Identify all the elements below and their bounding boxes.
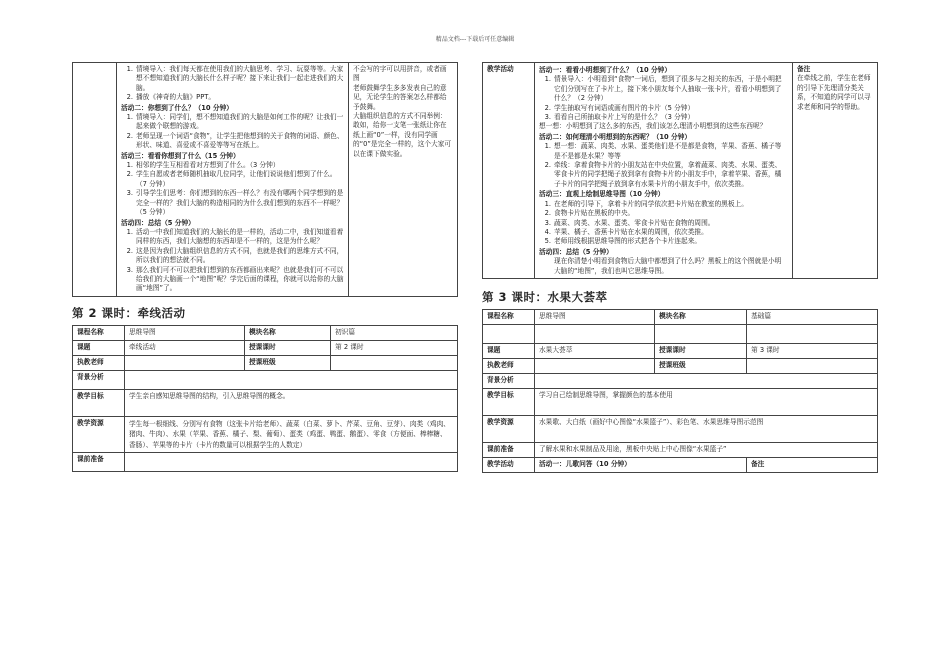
- step-item: [539, 104, 788, 113]
- topic-value: 水果大荟萃: [535, 343, 655, 358]
- activity-heading: 活动三：直观上绘制思维导图（10 分钟）: [539, 190, 665, 199]
- topic-value: 牵线活动: [125, 340, 245, 355]
- activity-heading: 活动四：总结（5 分钟）: [121, 218, 195, 227]
- lesson2-notes: [793, 63, 878, 279]
- step-text: 情景导入：小明看到“食物”一词后，想到了很多与之相关的东西，于是小明把它们分别写在了卡片上，接下来小朋友每个人抽取一张卡片，看看小明想到了什么？（2 分钟）: [554, 75, 782, 103]
- step-number: 4.: [544, 227, 551, 236]
- spacer-cell: [483, 324, 535, 343]
- step-text: 活动一中我们知道我们的大脑长的是一样的，活动二中，我们知道看着同样的东西，我们大脑想的东西却是不一样的，这是为什么呢？: [136, 227, 344, 246]
- step-text: 蔬菜、肉类、水果、蛋类、零食卡片贴在食物的周围。: [554, 218, 715, 227]
- activity-value: 活动一：儿歌问答（10 分钟）: [535, 457, 747, 472]
- activity-heading: 活动一：看看小明想到了什么？（10 分钟）: [539, 66, 672, 74]
- step-item: [121, 93, 344, 102]
- activity-label: 教学活动: [483, 457, 535, 472]
- module-name-value: 基础篇: [747, 309, 878, 324]
- step-item: [121, 170, 344, 189]
- step-item: [121, 247, 344, 266]
- lesson1-activities: [117, 63, 349, 297]
- step-text: 学生抽取写有词语或画有图片的卡片（5 分钟）: [554, 103, 695, 112]
- page-header-note: 精品文档---下载后可任意编辑: [435, 36, 515, 43]
- period-value: 第 3 课时: [747, 343, 878, 358]
- lesson2-activity-table: [482, 62, 878, 279]
- step-paragraph: 想一想：小明想到了这么多的东西，我们该怎么理清小明想到的这些东西呢？: [539, 122, 767, 131]
- module-name-label: 模块名称: [655, 309, 747, 324]
- goal-value: 学习自己绘制思维导图，掌握颜色的基本使用: [535, 388, 878, 415]
- course-name-value: 思维导图: [125, 325, 245, 340]
- teacher-label: 执教老师: [483, 358, 535, 373]
- lesson1-continued-table: [72, 62, 458, 297]
- course-name-value: 思维导图: [535, 309, 655, 324]
- step-item: [121, 228, 344, 247]
- class-value: [747, 358, 878, 373]
- step-item: [539, 219, 788, 228]
- left-column: [72, 62, 458, 472]
- step-number: 1.: [126, 227, 133, 236]
- note-label: 备注: [797, 65, 811, 73]
- spacer-cell: [535, 324, 655, 343]
- prep-value: [125, 453, 458, 472]
- course-name-label: 课程名称: [483, 309, 535, 324]
- step-number: 2.: [544, 161, 551, 170]
- prep-label: 课前准备: [483, 442, 535, 457]
- step-item: [539, 237, 788, 246]
- step-item: [121, 266, 344, 294]
- prep-value: 了解水果和水果制品及用途，黑板中央贴上中心图像“水果篮子”: [535, 442, 878, 457]
- step-text: 老师用线根据思维导图的形式把各个卡片连起来。: [554, 237, 702, 246]
- step-paragraph: 现在你清楚小明看到食物后大脑中都想到了什么吗？黑板上的这个图就是小明大脑的“地图”，我们也叫它思维导图。: [554, 257, 782, 275]
- teacher-value: [535, 358, 655, 373]
- step-number: 1.: [544, 142, 551, 151]
- period-value: 第 2 课时: [331, 340, 458, 355]
- teacher-value: [125, 355, 245, 370]
- activity-label: 教学活动: [483, 63, 535, 279]
- step-text: 情境导入：我们每天都在使用我们的大脑思考、学习、玩耍等等。大家想不想知道我们的大脑长什么样子呢？接下来让我们一起走进我们的大脑。: [136, 65, 344, 92]
- analysis-label: 背景分析: [483, 373, 535, 388]
- period-label: 授课课时: [245, 340, 331, 355]
- lesson2-info-table: [72, 325, 458, 473]
- step-number: 3.: [126, 189, 133, 198]
- step-text: 情境导入：同学们，想不想知道我们的大脑是如何工作的呢？让我们一起来做个联想的游戏。: [136, 113, 344, 131]
- goal-label: 教学目标: [483, 388, 535, 415]
- activity-heading: 活动二：你想到了什么？（10 分钟）: [121, 103, 233, 112]
- step-item: [539, 75, 788, 103]
- step-item: [539, 161, 788, 189]
- step-text: 老师呈现一个词语“食物”，让学生把他想到的关于食物的词语、颜色、形状、味道、喜爱或不喜爱等等写在纸上。: [136, 131, 344, 150]
- period-label: 授课课时: [655, 343, 747, 358]
- activity-heading: 活动二：如何理清小明想到的东西呢？（10 分钟）: [539, 132, 692, 141]
- step-number: 2.: [126, 170, 133, 179]
- resource-value: 学生每一根细线、分别写有食物（这张卡片给老师）、蔬菜（白菜、萝卜、芹菜、豆角、豆芽）、肉类（鸡肉、猪肉、牛肉）、水果（苹果、香蕉、橘子、梨、葡萄）、蛋类（鸡蛋、鸭蛋、鹅蛋）、零食（方便面、棒棒糖、香肠）、苹果等的卡片（卡片的数量可以根据学生的人数定）: [125, 416, 458, 453]
- step-item: [121, 65, 344, 93]
- resource-value: 水果歌、大白纸（画好中心图像“水果篮子”）、彩色笔、水果思维导图示范图: [535, 415, 878, 442]
- topic-label: 课题: [483, 343, 535, 358]
- step-item: [539, 200, 788, 209]
- note-label: 备注: [747, 457, 878, 472]
- goal-value: 学生亲自感知思维导图的结构，引入思维导图的概念。: [125, 389, 458, 416]
- step-text: 苹果、橘子、香蕉卡片贴在水果的周围，依次类推。: [554, 227, 708, 236]
- analysis-label: 背景分析: [73, 370, 125, 389]
- right-column: [482, 62, 878, 473]
- step-item: [121, 132, 344, 151]
- resource-label: 教学资源: [483, 415, 535, 442]
- lesson3-info-table: [482, 309, 878, 473]
- class-label: 授课班级: [245, 355, 331, 370]
- blank-label-cell: [73, 63, 117, 297]
- step-text: 食物卡片贴在黑板的中央。: [554, 209, 635, 218]
- teacher-label: 执教老师: [73, 355, 125, 370]
- lesson2-activities: [535, 63, 793, 279]
- step-text: 学生自愿或者老师随机抽取几位同学，让他们说说他们想到了什么。（7 分钟）: [136, 170, 337, 188]
- step-text: 牵线：拿着食物卡片的小朋友站在中央位置，拿着蔬菜、肉类、水果、蛋类、零食卡片的同学把绳子放到拿有食物卡片的小朋友手中，拿着苹果、香蕉，橘子卡片的同学把绳子放到拿有水果卡片的小朋友手中，依次类推。: [554, 161, 782, 188]
- note-text: 在牵线之前，学生在老师的引导下先理清分类关系，不知道的同学可以寻求老师和同学的帮助。: [797, 74, 871, 111]
- lesson1-notes: 不会写的字可以用拼音，或者画图 老师鼓舞学生多多发表自己的意见，无论学生的答案怎么样都给予鼓舞。 大脑组织信息的方式不同举例： 敢如，给你一支笔一张纸让你在纸上画“0”一样，没有同学画的“0”是完全一样的，这个大家可以在课下做实验。: [349, 63, 458, 297]
- spacer-cell: [747, 324, 878, 343]
- spacer-cell: [655, 324, 747, 343]
- course-name-label: 课程名称: [73, 325, 125, 340]
- step-item: [121, 113, 344, 132]
- step-text: 播放《神奇的大脑》PPT。: [136, 93, 216, 102]
- step-text: 那么我们可不可以把我们想到的东西都画出来呢？也就是我们可不可以给我们的大脑画一个“地图”呢？学完后面的课程，你就可以给你的大脑画“地图”了。: [136, 265, 344, 293]
- step-number: 1.: [544, 75, 551, 84]
- step-item: [121, 189, 344, 217]
- lesson2-title: 第 2 课时：牵线活动: [72, 305, 186, 320]
- step-text: 在老师的引导下，拿着卡片的同学依次把卡片贴在教室的黑板上。: [554, 199, 748, 208]
- topic-label: 课题: [73, 340, 125, 355]
- resource-label: 教学资源: [73, 416, 125, 453]
- step-number: 2.: [544, 103, 551, 112]
- step-number: 3.: [544, 218, 551, 227]
- analysis-value: [125, 370, 458, 389]
- step-text: 相邻的学生互相看看对方想到了什么。（3 分钟）: [136, 161, 280, 170]
- step-item: [539, 142, 788, 161]
- lesson3-title: 第 3 课时：水果大荟萃: [482, 289, 608, 304]
- step-number: 1.: [126, 65, 133, 73]
- step-number: 5.: [544, 237, 551, 246]
- activity-heading: 活动四：总结（5 分钟）: [539, 247, 613, 256]
- step-item: [539, 209, 788, 218]
- step-text: 看看自己所抽取卡片上写的是什么？（3 分钟）: [554, 113, 695, 122]
- module-name-value: 初识篇: [331, 325, 458, 340]
- module-name-label: 模块名称: [245, 325, 331, 340]
- step-number: 2.: [126, 131, 133, 140]
- step-number: 1.: [126, 161, 133, 170]
- step-text: 这是因为我们大脑组织信息的方式不同，也就是我们的思维方式不同，所以我们的想法就不同。: [136, 246, 344, 265]
- step-number: 3.: [126, 265, 133, 274]
- step-item: [539, 228, 788, 237]
- activity-heading: 活动三：看看你想到了什么（15 分钟）: [121, 151, 240, 160]
- step-number: 2.: [126, 246, 133, 255]
- step-number: 2.: [544, 209, 551, 218]
- step-number: 2.: [126, 93, 133, 102]
- class-label: 授课班级: [655, 358, 747, 373]
- step-text: 引导学生们思考：你们想到的东西一样么？有没有哪两个同学想到的是完全一样的？我们大脑的构造相同的为什么我们想到的东西不一样呢？（5 分钟）: [136, 189, 344, 217]
- step-number: 1.: [126, 113, 133, 122]
- step-number: 3.: [544, 113, 551, 122]
- prep-label: 课前准备: [73, 453, 125, 472]
- analysis-value: [535, 373, 878, 388]
- step-text: 想一想：蔬菜、肉类、水果、蛋类他们是不是都是食物，苹果、香蕉、橘子等是不是都是水果？等等: [554, 142, 782, 160]
- goal-label: 教学目标: [73, 389, 125, 416]
- step-number: 1.: [544, 199, 551, 208]
- class-value: [331, 355, 458, 370]
